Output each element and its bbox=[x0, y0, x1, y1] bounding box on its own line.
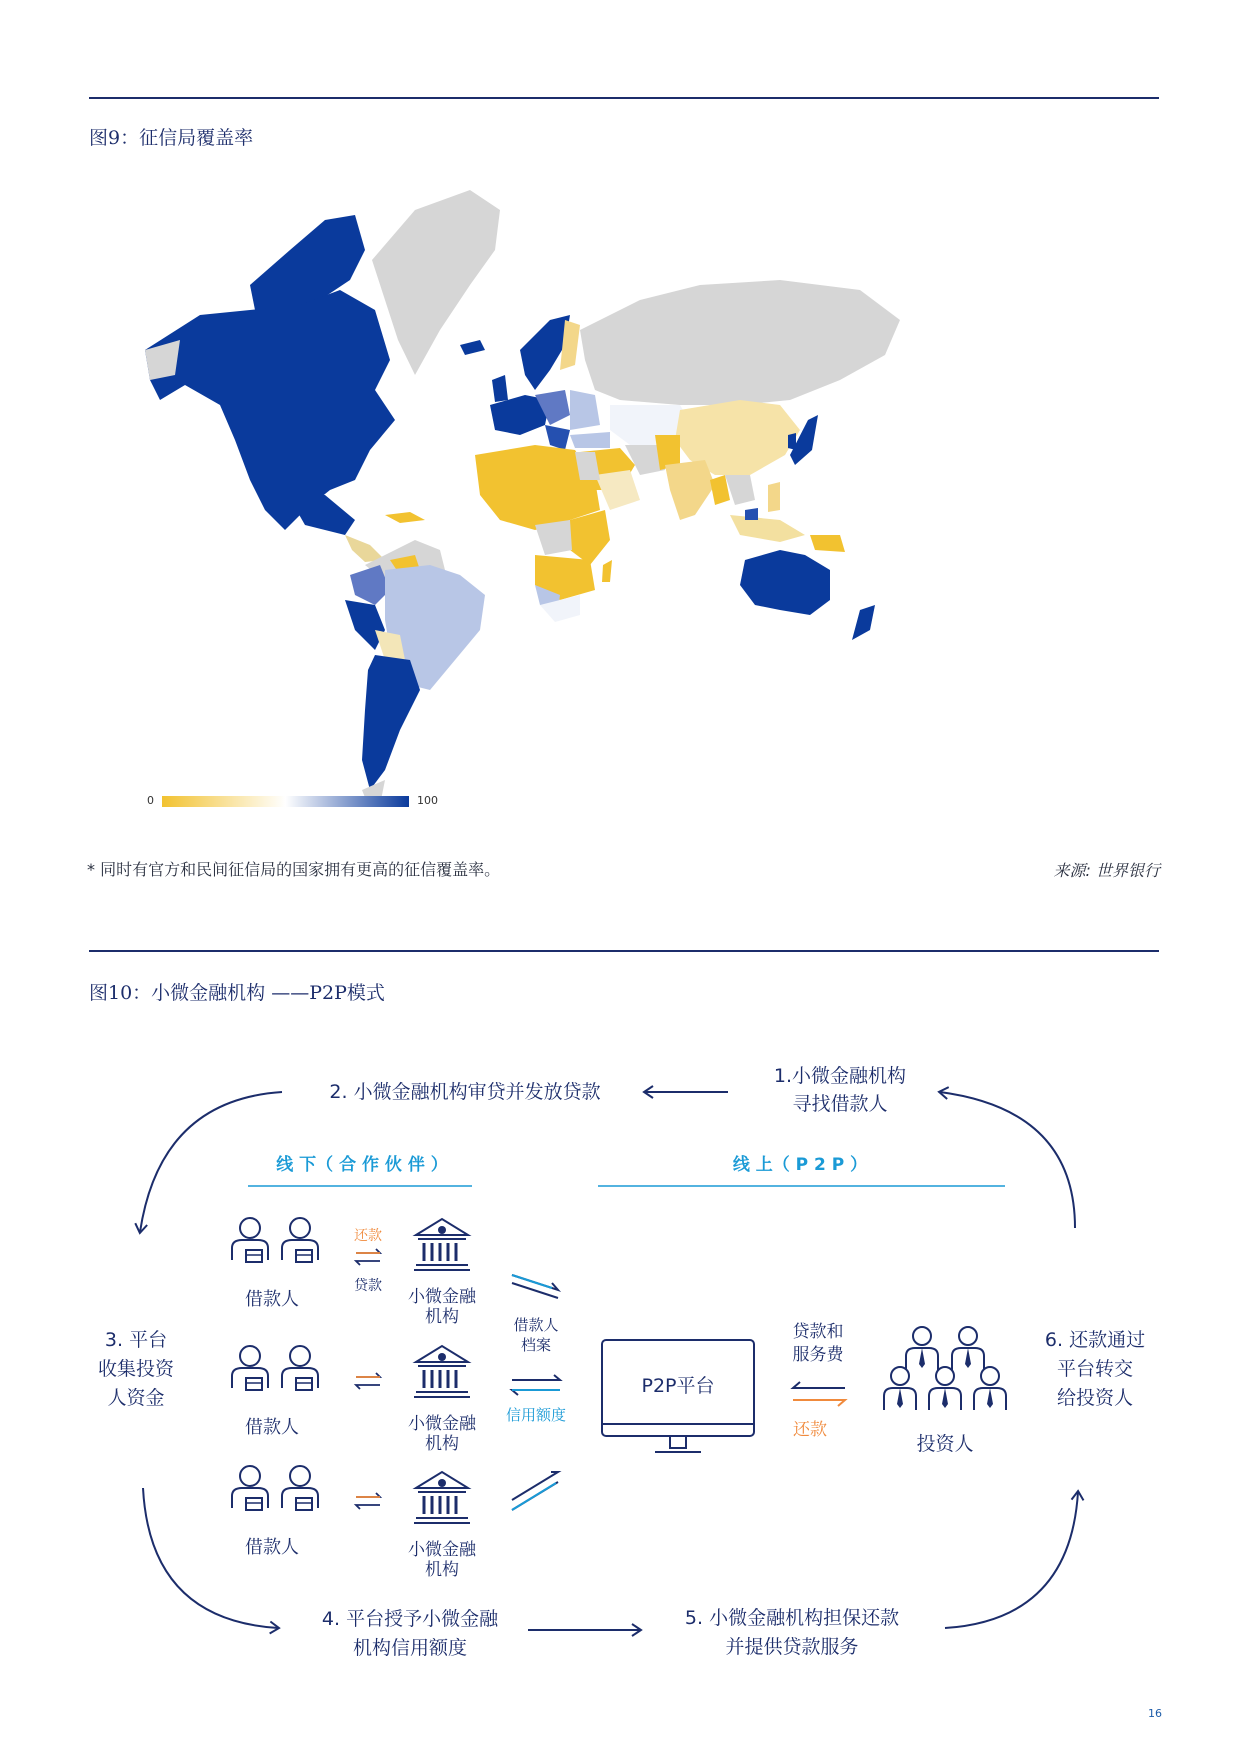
loan-fee-2: 服务费 bbox=[792, 1345, 844, 1365]
step3-line3: 人资金 bbox=[107, 1387, 165, 1409]
bank-icon-1 bbox=[414, 1219, 470, 1270]
legend-min-label: 0 bbox=[147, 794, 154, 807]
bank-icon-3 bbox=[414, 1472, 470, 1523]
borrower-group-2 bbox=[232, 1346, 318, 1390]
arc-top-right bbox=[940, 1092, 1075, 1228]
platform-investor-arrow-top bbox=[793, 1382, 845, 1388]
mfi-platform-arrow-1 bbox=[512, 1275, 558, 1298]
platform-label: P2P平台 bbox=[641, 1375, 715, 1397]
step5-line2: 并提供贷款服务 bbox=[725, 1636, 859, 1658]
borrower-label-2: 借款人 bbox=[245, 1417, 299, 1438]
step4-line1: 4. 平台授予小微金融 bbox=[321, 1608, 499, 1630]
borrower-label-1: 借款人 bbox=[245, 1289, 299, 1310]
bank-icon-2 bbox=[414, 1346, 470, 1397]
borrower-group-1 bbox=[232, 1218, 318, 1262]
fig9-source: 来源: 世界银行 bbox=[1053, 861, 1160, 880]
platform-investor-arrow-bottom bbox=[793, 1400, 845, 1406]
mfi-platform-arrow-3 bbox=[512, 1472, 558, 1510]
fig10-title: 图10：小微金融机构 ——P2P模式 bbox=[89, 982, 385, 1004]
step6-line3: 给投资人 bbox=[1056, 1387, 1134, 1409]
borrower-file-2: 档案 bbox=[520, 1336, 552, 1354]
step6-line1: 6. 还款通过 bbox=[1044, 1329, 1146, 1351]
exchange-arrows-1 bbox=[356, 1249, 380, 1265]
borrower-file-1: 借款人 bbox=[513, 1316, 559, 1334]
arc-top-left bbox=[140, 1092, 282, 1232]
step3-line1: 3. 平台 bbox=[104, 1329, 168, 1351]
exchange-arrows-3 bbox=[356, 1493, 380, 1509]
loan-label-1: 贷款 bbox=[354, 1278, 382, 1294]
step2-text: 2. 小微金融机构审贷并发放贷款 bbox=[329, 1081, 601, 1103]
mfi-label-1b: 机构 bbox=[425, 1307, 459, 1327]
mfi-label-3a: 小微金融 bbox=[408, 1540, 476, 1560]
investor-group bbox=[884, 1327, 1006, 1410]
step6-line2: 平台转交 bbox=[1056, 1358, 1134, 1380]
step4-line2: 机构信用额度 bbox=[352, 1637, 468, 1659]
monitor-stand bbox=[655, 1436, 701, 1452]
loan-fee-1: 贷款和 bbox=[792, 1322, 844, 1342]
investor-label: 投资人 bbox=[916, 1433, 974, 1455]
credit-line-label: 信用额度 bbox=[505, 1406, 567, 1424]
step3-line2: 收集投资 bbox=[97, 1358, 175, 1380]
repay-label-2: 还款 bbox=[793, 1420, 827, 1440]
online-label: 线 上（ P 2 P ） bbox=[732, 1155, 868, 1175]
exchange-arrows-2 bbox=[356, 1373, 380, 1389]
mfi-label-2a: 小微金融 bbox=[408, 1414, 476, 1434]
fig9-title: 图9：征信局覆盖率 bbox=[89, 127, 254, 149]
repay-label-1: 还款 bbox=[354, 1228, 382, 1244]
mfi-platform-arrow-2 bbox=[512, 1375, 560, 1395]
mfi-platform-arrow-1-cyan bbox=[512, 1275, 552, 1288]
arc-bottom-right bbox=[945, 1492, 1078, 1628]
borrower-label-3: 借款人 bbox=[245, 1537, 299, 1558]
mfi-label-3b: 机构 bbox=[425, 1560, 459, 1580]
step5-line1: 5. 小微金融机构担保还款 bbox=[684, 1607, 900, 1629]
page-number: 16 bbox=[1148, 1707, 1162, 1720]
mfi-label-1a: 小微金融 bbox=[408, 1287, 476, 1307]
legend-max-label: 100 bbox=[417, 794, 438, 807]
step1-line1: 1.小微金融机构 bbox=[773, 1065, 907, 1087]
mfi-label-2b: 机构 bbox=[425, 1434, 459, 1454]
offline-label: 线 下（ 合 作 伙 伴 ） bbox=[276, 1155, 448, 1175]
borrower-group-3 bbox=[232, 1466, 318, 1510]
fig9-footnote: * 同时有官方和民间征信局的国家拥有更高的征信覆盖率。 bbox=[87, 860, 501, 879]
step1-line2: 寻找借款人 bbox=[792, 1093, 888, 1115]
